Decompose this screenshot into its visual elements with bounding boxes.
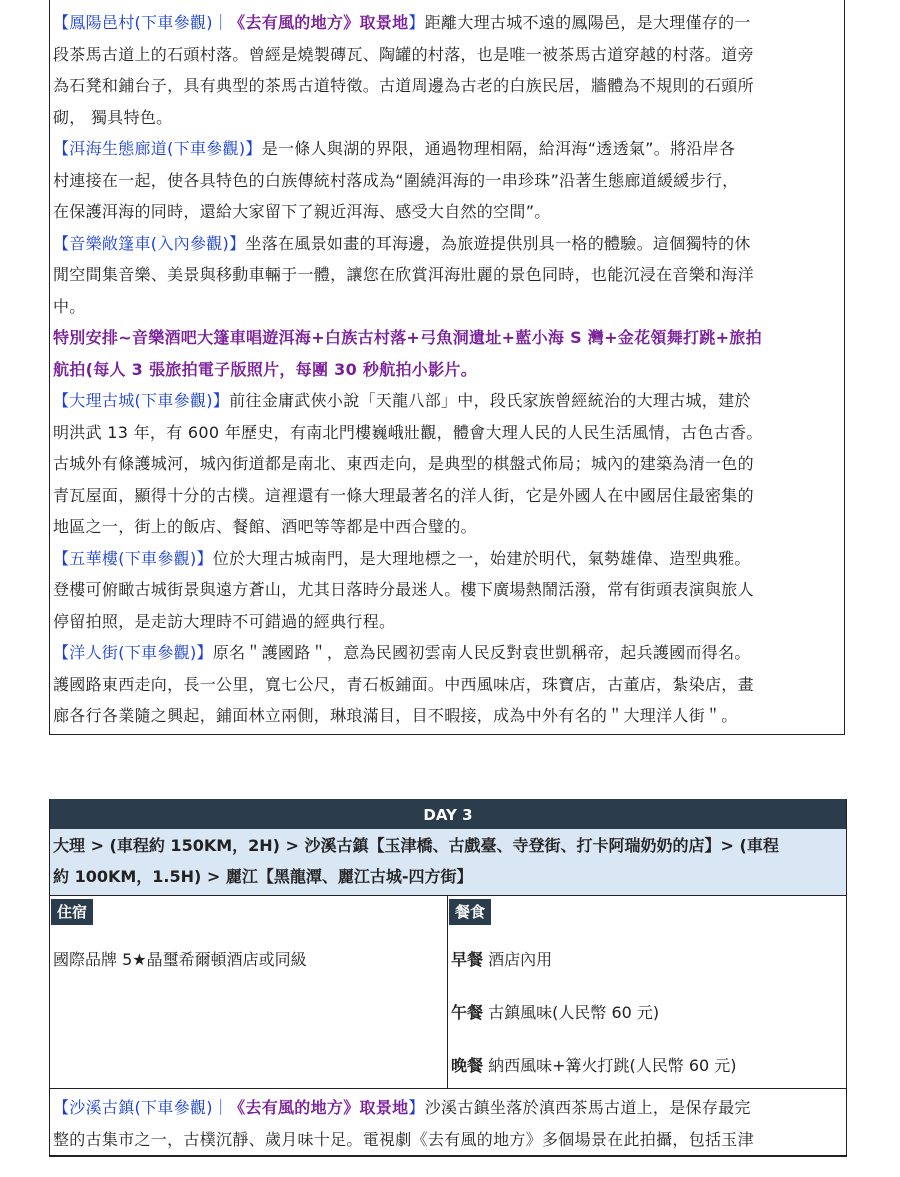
body-text: 為石凳和鋪台子，具有典型的茶馬古道特徵。古道周邊為古老的白族民居，牆體為不規則的石頭所	[53, 76, 754, 95]
dinner-value: 納西風味+篝火打跳(人民幣 60 元)	[488, 1056, 737, 1075]
text-line	[50, 133, 844, 165]
itinerary-description-block	[49, 0, 845, 735]
text-line	[50, 165, 844, 197]
body-text: 登樓可俯瞰古城街景與遠方蒼山，尤其日落時分最迷人。樓下廣場熱鬧活潑，常有街頭表演與旅人	[53, 580, 754, 599]
attraction-title: 【洋人街(下車參觀)】	[53, 643, 213, 662]
text-line	[50, 448, 844, 480]
body-text: 廊各行各業隨之興起，鋪面林立兩側，琳琅滿目，目不暇接，成為中外有名的＂大理洋人街＂。	[53, 706, 738, 725]
meals-column	[448, 896, 845, 1088]
text-line	[50, 7, 844, 39]
attraction-title: 【洱海生態廊道(下車參觀)】	[53, 139, 262, 158]
body-text: 地區之一，街上的飯店、餐館、酒吧等等都是中西合璧的。	[53, 517, 477, 536]
text-line	[50, 196, 844, 228]
text-line	[50, 291, 844, 323]
body-text: 段茶馬古道上的石頭村落。曾經是燒製磚瓦、陶罐的村落，也是唯一被茶馬古道穿越的村落。道旁	[53, 44, 754, 64]
text-line	[50, 102, 844, 134]
body-text: 前往金庸武俠小說「天龍八部」中，段氏家族曾經統治的大理古城，建於	[229, 391, 751, 410]
text-line	[50, 259, 844, 291]
text-line	[50, 574, 844, 606]
text-line	[50, 543, 844, 575]
text-line	[50, 354, 844, 386]
body-text: 古城外有條護城河，城內街道都是南北、東西走向，是典型的棋盤式佈局；城內的建築為清一色的	[53, 454, 754, 473]
body-text: 中。	[53, 296, 86, 316]
body-text: 坐落在風景如畫的耳海邊，為旅遊提供別具一格的體驗。這個獨特的休	[245, 233, 751, 253]
attraction-title: 【音樂敞篷車(入內參觀)】	[53, 233, 246, 253]
accommodation-column	[50, 896, 448, 1088]
text-line	[50, 228, 844, 260]
attraction-title: 【五華樓(下車參觀)】	[53, 548, 213, 568]
route-summary	[50, 829, 846, 896]
stay-meal-grid	[50, 896, 846, 1089]
body-text: 閒空間集音樂、美景與移動車輛于一體，讓您在欣賞洱海壯麗的景色同時，也能沉浸在音樂和海洋	[53, 265, 754, 284]
highlight-text: 特別安排~音樂酒吧大篷車唱遊洱海+白族古村落+弓魚洞遺址+藍小海 S 灣+金花領舞打跳+旅拍	[53, 328, 762, 347]
divider	[49, 1155, 847, 1157]
body-text: 砌， 獨具特色。	[53, 107, 173, 127]
day3-table	[49, 799, 847, 1157]
text-line	[50, 70, 844, 102]
body-text: 位於大理古城南門，是大理地標之一，始建於明代，氣勢雄偉、造型典雅。	[212, 548, 751, 568]
body-text: 明洪武 13 年，有 600 年歷史，有南北門樓巍峨壯觀，體會大理人民的人民生活風情，古色古香。	[53, 422, 763, 442]
route-line: 約 100KM，1.5H) > 麗江【黑龍潭、麗江古城-四方街】	[53, 867, 473, 886]
accommodation-label: 住宿	[51, 899, 93, 925]
body-text: 停留拍照，是走訪大理時不可錯過的經典行程。	[53, 611, 396, 631]
body-text: 距離大理古城不遠的鳳陽邑，是大理僅存的一	[424, 13, 751, 32]
dinner-label: 晚餐	[451, 1056, 484, 1075]
attraction-title: 【沙溪古鎮(下車參觀)｜	[53, 1098, 230, 1117]
text-line	[50, 417, 844, 449]
dinner-row	[448, 1053, 845, 1079]
text-line	[50, 1092, 846, 1124]
lunch-value: 古鎮風味(人民幣 60 元)	[488, 1003, 660, 1022]
route-line: 大理 > (車程約 150KM，2H) > 沙溪古鎮【玉津橋、古戲臺、寺登街、打卡阿瑞奶奶的店】> (車程	[53, 836, 779, 855]
text-line	[50, 700, 844, 732]
day-header: DAY 3	[50, 799, 846, 829]
hotel-name: 國際品牌 5★晶璽希爾頓酒店或同級	[53, 950, 307, 969]
body-text: 護國路東西走向，長一公里，寬七公尺，青石板鋪面。中西風味店，珠寶店，古董店，紮染店，畫	[53, 674, 754, 694]
text-line	[50, 39, 844, 71]
text-line	[50, 322, 844, 354]
highlight-text: 《去有風的地方》取景地	[229, 13, 409, 32]
text-line	[50, 637, 844, 669]
body-text: 在保護洱海的同時，還給大家留下了親近洱海、感受大自然的空間”。	[53, 202, 551, 221]
breakfast-label: 早餐	[451, 950, 484, 969]
body-text: 沙溪古鎮坐落於滇西茶馬古道上，是保存最完	[424, 1098, 751, 1117]
body-text: 村連接在一起，使各具特色的白族傳統村落成為“圍繞洱海的一串珍珠”沿著生態廊道緩緩步行，	[53, 170, 739, 190]
attraction-title: 【大理古城(下車參觀)】	[53, 391, 230, 410]
body-text: 整的古集市之一，古樸沉靜、歲月味十足。電視劇《去有風的地方》多個場景在此拍攝，包括玉津	[53, 1129, 754, 1149]
text-line	[50, 669, 844, 701]
meals-label: 餐食	[449, 899, 491, 925]
highlight-text: 《去有風的地方》取景地	[229, 1098, 409, 1117]
text-line	[50, 606, 844, 638]
day3-description	[50, 1089, 846, 1155]
body-text: 是一條人與湖的界限，通過物理相隔，給洱海“透透氣”。將沿岸各	[261, 139, 736, 158]
text-line	[50, 511, 844, 543]
lunch-label: 午餐	[451, 1003, 484, 1022]
text-line	[50, 385, 844, 417]
attraction-title: 【鳳陽邑村(下車參觀)｜	[53, 13, 230, 32]
body-text: 原名＂護國路＂，意為民國初雲南人民反對袁世凱稱帝，起兵護國而得名。	[212, 643, 751, 662]
highlight-text: 航拍(每人 3 張旅拍電子版照片，每團 30 秒航拍小影片。	[53, 359, 477, 379]
text-line	[50, 480, 844, 512]
text-line	[50, 1124, 846, 1156]
body-text: 青瓦屋面，顯得十分的古樸。這裡還有一條大理最著名的洋人街，它是外國人在中國居住最密集的	[53, 485, 754, 505]
attraction-title: 】	[408, 1098, 425, 1117]
attraction-title: 】	[408, 13, 425, 32]
breakfast-value: 酒店內用	[488, 950, 553, 969]
breakfast-row	[448, 947, 845, 973]
lunch-row	[448, 1000, 845, 1026]
